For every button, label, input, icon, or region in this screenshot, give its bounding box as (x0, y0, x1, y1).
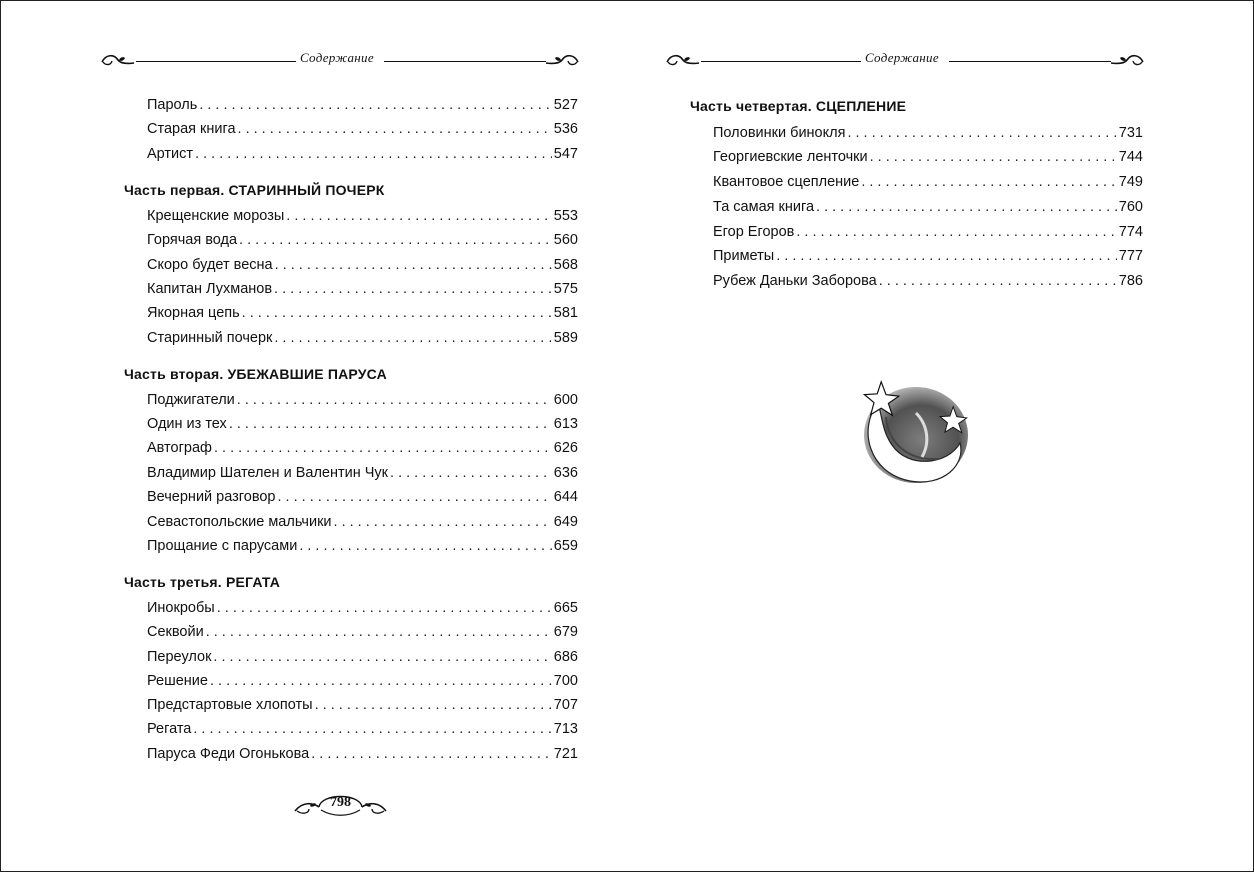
toc-entry-page: 665 (553, 600, 578, 616)
page-number (293, 783, 388, 823)
toc-entry (147, 673, 578, 693)
toc-entry-title: Старая книга (147, 121, 236, 137)
toc-entry (713, 248, 1143, 268)
toc-entry-page: 636 (553, 465, 578, 481)
toc-entry (713, 125, 1143, 145)
toc-entry (713, 224, 1143, 244)
toc-entry (147, 649, 578, 669)
toc-entry-page: 744 (1118, 149, 1143, 165)
toc-entry (147, 416, 578, 436)
toc-entry-page: 600 (553, 392, 578, 408)
left-running-head (100, 48, 580, 72)
toc-entry-title: Пароль (147, 97, 198, 113)
toc-entry-title: Предстартовые хлопоты (147, 697, 313, 713)
toc-entry-title: Паруса Феди Огонькова (147, 746, 310, 762)
toc-entry-page: 700 (553, 673, 578, 689)
toc-entry (147, 465, 578, 485)
toc-entry-page: 749 (1118, 174, 1143, 190)
part-heading: Часть четвертая. СЦЕПЛЕНИЕ (690, 98, 907, 114)
toc-entry (147, 257, 578, 277)
toc-entry-title: Артист (147, 146, 194, 162)
toc-entry (147, 697, 578, 717)
toc-entry-page: 644 (553, 489, 578, 505)
toc-entry (147, 538, 578, 558)
toc-entry (147, 281, 578, 301)
toc-entry-page: 575 (553, 281, 578, 297)
toc-entry-title: Прощание с парусами (147, 538, 298, 554)
toc-entry-page: 626 (553, 440, 578, 456)
toc-entry-title: Горячая вода (147, 232, 238, 248)
flourish-ornament-icon (544, 50, 580, 70)
toc-entry-title: Инокробы (147, 600, 215, 616)
toc-entry (713, 199, 1143, 219)
toc-entry-title: Владимир Шателен и Валентин Чук (147, 465, 389, 481)
part-heading: Часть третья. РЕГАТА (124, 574, 281, 590)
toc-entry-title: Крещенские морозы (147, 208, 285, 224)
toc-entry-title: Секвойи (147, 624, 204, 640)
toc-entry (147, 721, 578, 741)
toc-entry (147, 489, 578, 509)
toc-entry (147, 330, 578, 350)
toc-entry-title: Половинки бинокля (713, 125, 846, 141)
toc-entry-title: Поджигатели (147, 392, 235, 408)
toc-entry-title: Якорная цепь (147, 305, 240, 321)
toc-entry-title: Та самая книга (713, 199, 815, 215)
toc-entry (147, 208, 578, 228)
toc-entry-page: 589 (553, 330, 578, 346)
toc-entry-page: 568 (553, 257, 578, 273)
toc-entry (147, 305, 578, 325)
toc-entry-page: 760 (1118, 199, 1143, 215)
toc-entry-page: 686 (553, 649, 578, 665)
running-head-title: Содержание (861, 50, 943, 66)
toc-entry-title: Решение (147, 673, 208, 689)
toc-entry (147, 746, 578, 766)
part-heading: Часть вторая. УБЕЖАВШИЕ ПАРУСА (124, 366, 387, 382)
toc-entry (147, 600, 578, 620)
toc-entry-title: Севастопольские мальчики (147, 514, 332, 530)
flourish-ornament-icon (1109, 50, 1145, 70)
toc-entry-title: Автограф (147, 440, 212, 456)
toc-entry-title: Георгиевские ленточки (713, 149, 868, 165)
toc-entry-page: 777 (1118, 248, 1143, 264)
toc-entry-title: Регата (147, 721, 192, 737)
toc-entry-title: Егор Егоров (713, 224, 795, 240)
toc-entry-page: 731 (1118, 125, 1143, 141)
toc-entry (713, 273, 1143, 293)
flourish-ornament-icon (665, 50, 701, 70)
toc-entry-page: 581 (553, 305, 578, 321)
toc-entry-page: 786 (1118, 273, 1143, 289)
toc-entry-title: Старинный почерк (147, 330, 273, 346)
toc-entry-page: 721 (553, 746, 578, 762)
toc-entry-title: Квантовое сцепление (713, 174, 860, 190)
flourish-ornament-icon (100, 50, 136, 70)
toc-entry-page: 713 (553, 721, 578, 737)
toc-entry-page: 707 (553, 697, 578, 713)
running-head-title: Содержание (296, 50, 378, 66)
part-heading: Часть первая. СТАРИННЫЙ ПОЧЕРК (124, 182, 385, 198)
page-number-text: 798 (330, 795, 351, 810)
toc-entry (147, 440, 578, 460)
toc-entry-title: Один из тех (147, 416, 227, 432)
toc-entry (147, 624, 578, 644)
toc-entry-page: 536 (553, 121, 578, 137)
toc-entry-page: 527 (553, 97, 578, 113)
toc-entry (713, 174, 1143, 194)
toc-entry-title: Приметы (713, 248, 775, 264)
crescent-moon-stars-icon (848, 373, 978, 493)
toc-entry-page: 649 (553, 514, 578, 530)
toc-entry-title: Вечерний разговор (147, 489, 276, 505)
toc-entry (147, 146, 578, 166)
toc-entry (147, 232, 578, 252)
toc-entry (147, 514, 578, 534)
toc-entry-title: Скоро будет весна (147, 257, 273, 273)
toc-entry-title: Рубеж Даньки Заборова (713, 273, 877, 289)
toc-entry (147, 121, 578, 141)
toc-entry (147, 392, 578, 412)
toc-entry-page: 560 (553, 232, 578, 248)
toc-entry (147, 97, 578, 117)
toc-entry-title: Капитан Лухманов (147, 281, 273, 297)
toc-entry-title: Переулок (147, 649, 212, 665)
toc-entry-page: 553 (553, 208, 578, 224)
toc-entry (713, 149, 1143, 169)
toc-entry-page: 547 (553, 146, 578, 162)
toc-entry-page: 679 (553, 624, 578, 640)
toc-entry-page: 613 (553, 416, 578, 432)
toc-entry-page: 774 (1118, 224, 1143, 240)
right-running-head (665, 48, 1145, 72)
toc-entry-page: 659 (553, 538, 578, 554)
